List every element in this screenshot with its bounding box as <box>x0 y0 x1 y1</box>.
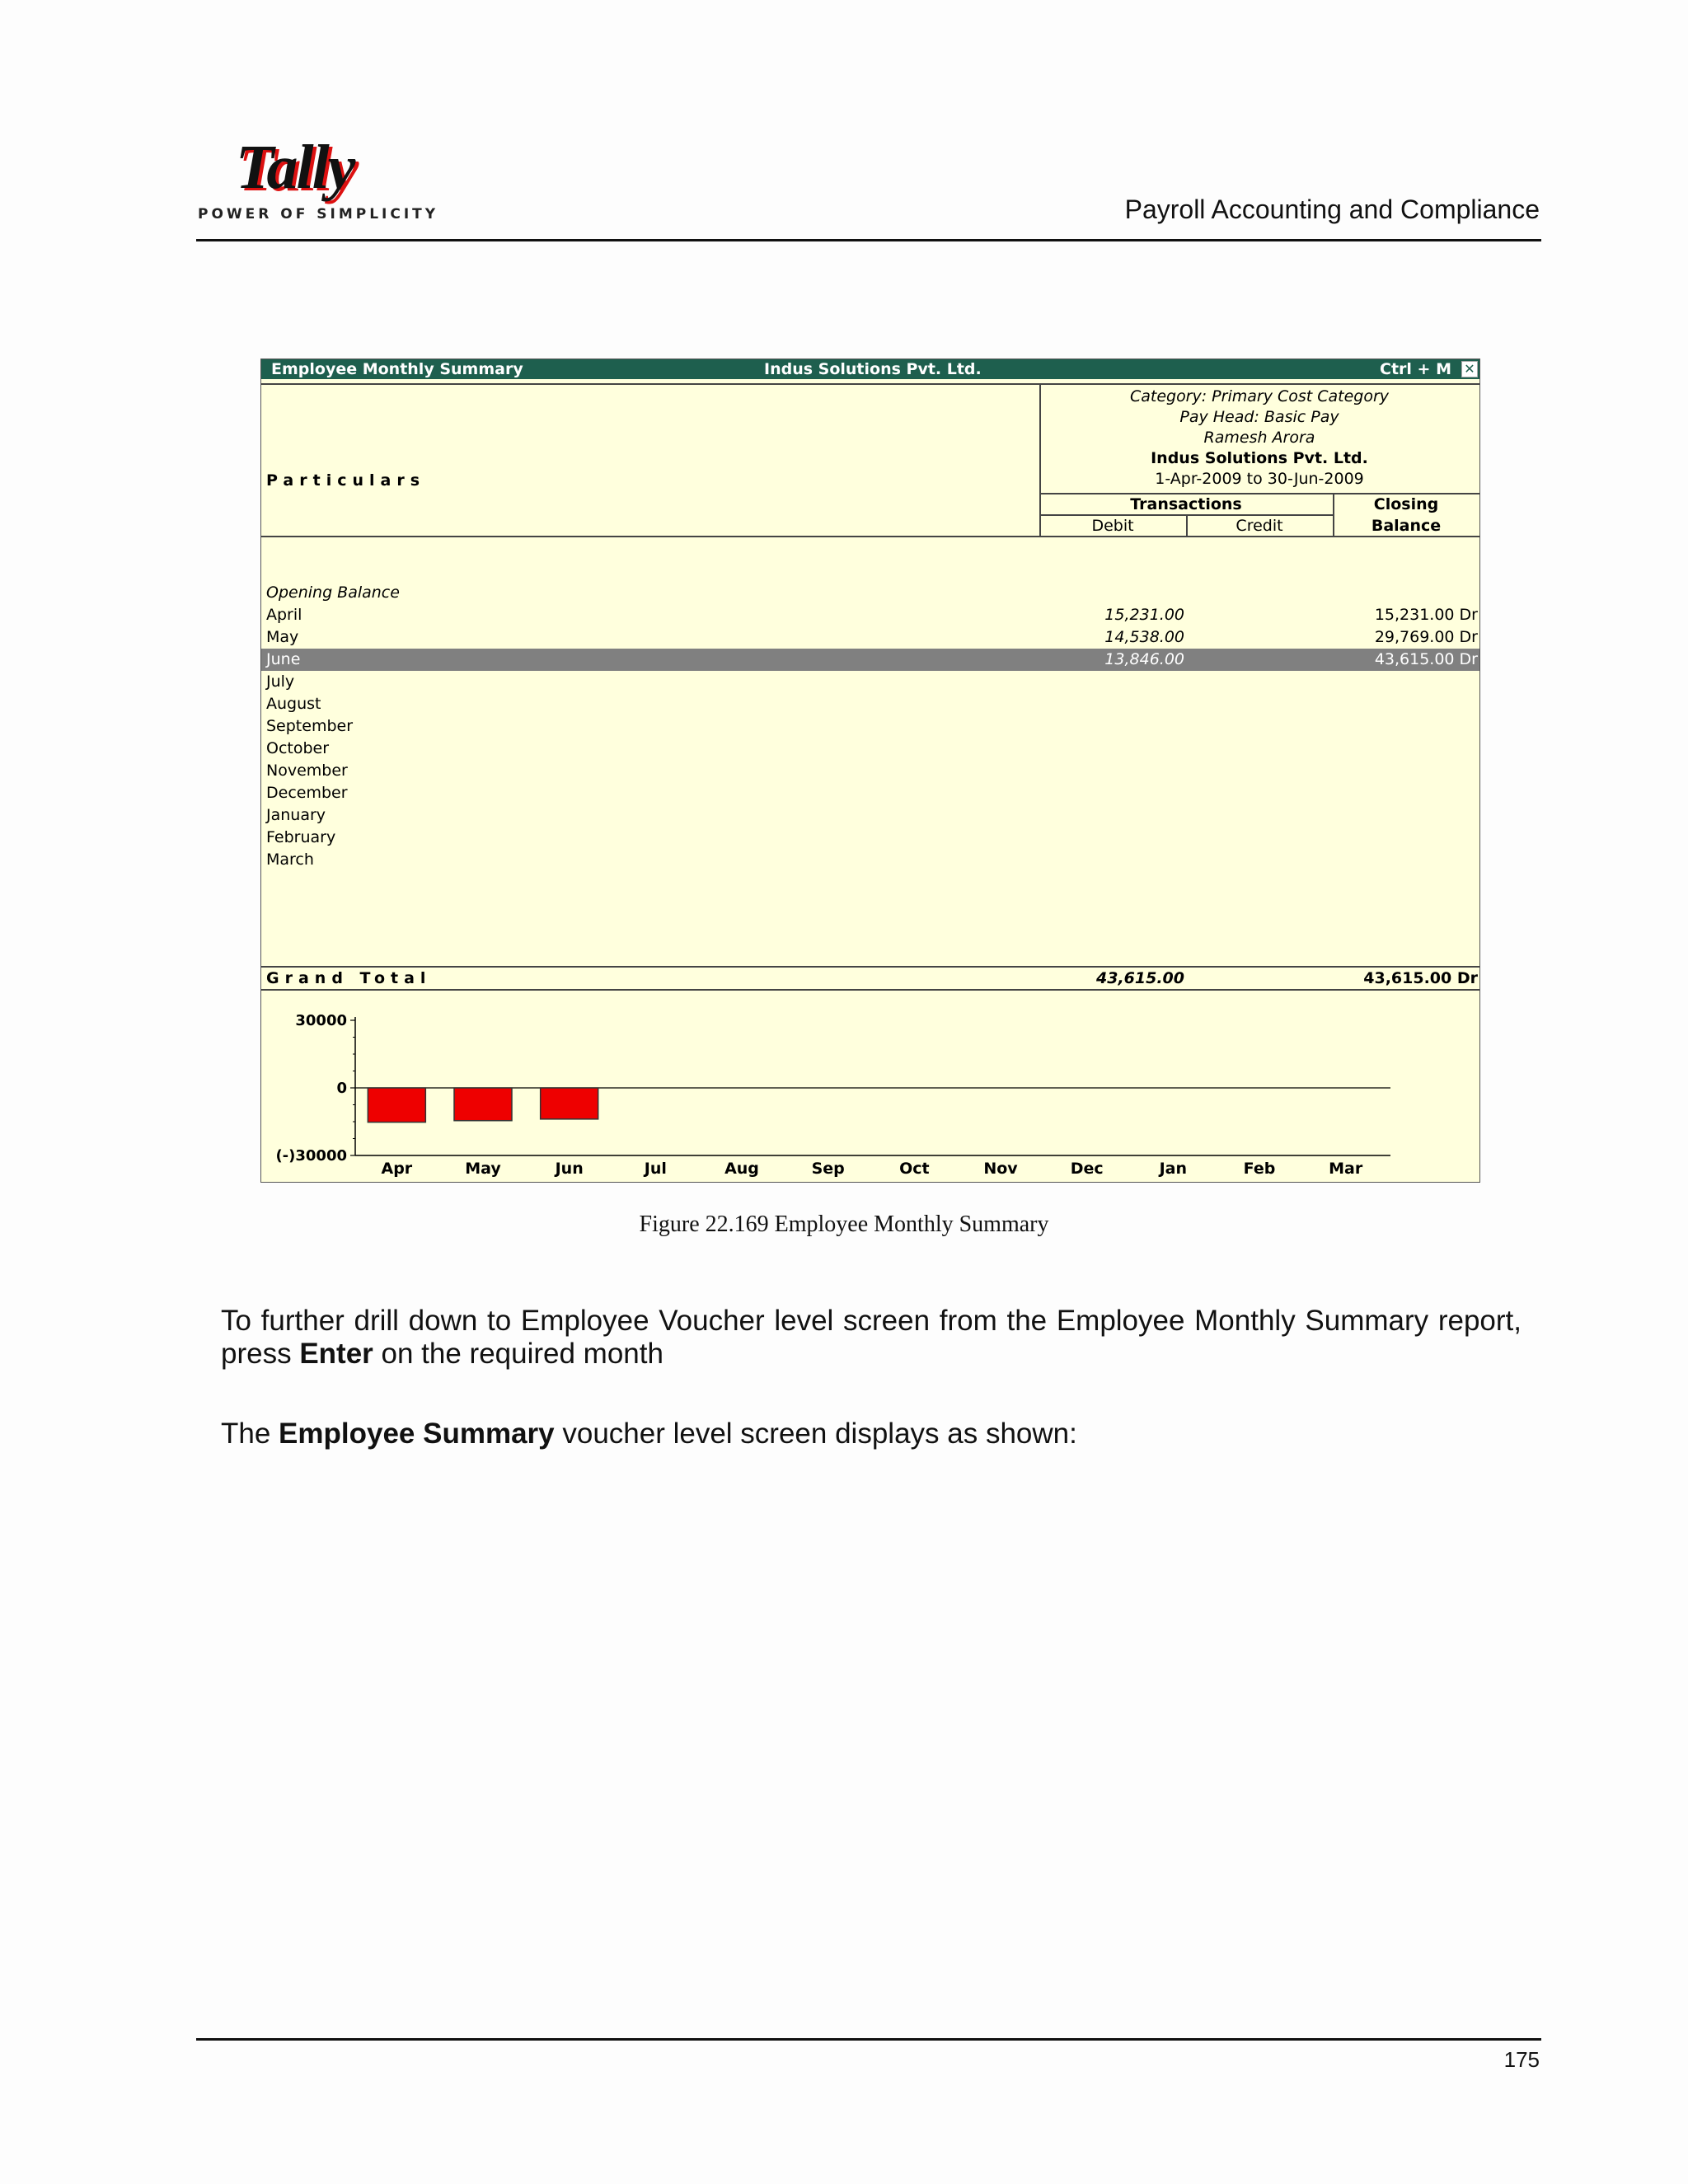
header-top-line <box>261 383 1479 385</box>
row-name: July <box>266 673 295 691</box>
row-balance: 15,231.00 Dr <box>1374 606 1478 624</box>
x-tick-label: Nov <box>983 1160 1018 1178</box>
row-name: June <box>266 650 301 668</box>
para2-text-start: The <box>221 1418 279 1450</box>
employee-summary-text: Employee Summary <box>279 1418 555 1450</box>
x-tick-label: Aug <box>724 1160 759 1178</box>
enter-key-text: Enter <box>299 1338 373 1370</box>
row-balance: 43,615.00 Dr <box>1374 650 1478 668</box>
category-label: Category: Primary Cost Category <box>1129 387 1390 405</box>
figure-caption: Figure 22.169 Employee Monthly Summary <box>639 1212 1049 1237</box>
y-tick-label: (-)30000 <box>275 1147 347 1165</box>
tally-logo <box>196 130 439 225</box>
row-name: April <box>266 606 302 624</box>
x-tick-label: Mar <box>1329 1160 1363 1178</box>
y-tick-label: 30000 <box>295 1012 347 1029</box>
paragraph-summary <box>221 1418 1522 1451</box>
employee-name: Ramesh Arora <box>1203 429 1315 447</box>
x-tick-label: Dec <box>1070 1160 1104 1178</box>
x-tick-label: Sep <box>811 1160 845 1178</box>
bar <box>541 1088 598 1119</box>
row-balance: 29,769.00 Dr <box>1374 628 1478 646</box>
footer-rule <box>196 2038 1541 2041</box>
row-name: August <box>266 695 321 713</box>
table-row[interactable] <box>261 715 1479 738</box>
monthly-bar-chart <box>261 992 1479 1182</box>
period-label: 1-Apr-2009 to 30-Jun-2009 <box>1155 470 1364 488</box>
row-debit: 13,846.00 <box>1104 650 1184 668</box>
header-rule <box>196 239 1541 241</box>
table-row[interactable] <box>261 738 1479 760</box>
para1-text-start: To further drill down to Employee Voucher level screen from the Employee Monthly Summary report, press <box>221 1305 1522 1370</box>
table-row[interactable] <box>261 804 1479 827</box>
row-name: November <box>266 762 348 780</box>
table-row[interactable] <box>261 827 1479 849</box>
y-tick-label: 0 <box>336 1080 347 1097</box>
bar <box>454 1088 512 1121</box>
pay-head-label: Pay Head: Basic Pay <box>1179 408 1339 426</box>
x-tick-label: Oct <box>899 1160 930 1178</box>
grand-total-debit: 43,615.00 <box>1096 969 1184 987</box>
grand-total-label: Grand Total <box>266 969 432 987</box>
table-row[interactable] <box>261 626 1479 649</box>
report-titlebar <box>261 359 1479 379</box>
bar <box>368 1088 425 1122</box>
table-row[interactable] <box>261 782 1479 804</box>
row-debit: 14,538.00 <box>1104 628 1184 646</box>
x-tick-label: Apr <box>381 1160 413 1178</box>
row-name: October <box>266 739 330 757</box>
total-bottom-line <box>261 989 1479 991</box>
report-window <box>260 359 1480 1183</box>
table-row[interactable] <box>261 760 1479 782</box>
info-company: Indus Solutions Pvt. Ltd. <box>1151 449 1368 467</box>
row-name: January <box>266 806 326 824</box>
report-title: Employee Monthly Summary <box>271 360 523 378</box>
x-tick-label: May <box>465 1160 501 1178</box>
credit-header: Credit <box>1236 517 1283 535</box>
closing-header-line2: Balance <box>1371 517 1442 535</box>
logo-wordmark: Tally <box>236 133 354 202</box>
page-number: 175 <box>1503 2047 1540 2072</box>
x-tick-label: Jun <box>555 1160 584 1178</box>
row-name: December <box>266 784 348 802</box>
x-tick-label: Jan <box>1159 1160 1188 1178</box>
table-row-selected[interactable] <box>261 649 1479 671</box>
paragraph-drilldown <box>221 1305 1522 1371</box>
row-name: February <box>266 828 336 846</box>
transactions-header: Transactions <box>1130 495 1242 513</box>
para1-text-end: on the required month <box>373 1338 663 1370</box>
row-debit: 15,231.00 <box>1104 606 1184 624</box>
row-name: Opening Balance <box>266 583 400 602</box>
debit-header: Debit <box>1091 517 1134 535</box>
section-title: Payroll Accounting and Compliance <box>1124 194 1540 224</box>
x-tick-label: Feb <box>1243 1160 1276 1178</box>
row-name: May <box>266 628 299 646</box>
table-row[interactable] <box>261 849 1479 871</box>
para2-text-end: voucher level screen displays as shown: <box>554 1418 1077 1450</box>
row-name: March <box>266 851 314 869</box>
closing-header-line1: Closing <box>1373 495 1439 513</box>
particulars-header: Particulars <box>266 471 426 490</box>
close-icon[interactable]: ✕ <box>1461 361 1478 377</box>
company-name: Indus Solutions Pvt. Ltd. <box>764 360 982 378</box>
table-row[interactable] <box>261 604 1479 626</box>
table-row[interactable] <box>261 693 1479 715</box>
logo-tagline: POWER OF SIMPLICITY <box>198 206 439 223</box>
grand-total-balance: 43,615.00 Dr <box>1363 969 1478 987</box>
grand-total-row <box>261 967 1479 990</box>
table-row[interactable] <box>261 671 1479 693</box>
x-tick-label: Jul <box>644 1160 667 1178</box>
row-name: September <box>266 717 354 735</box>
table-row[interactable] <box>261 582 1479 604</box>
shortcut-label: Ctrl + M <box>1380 360 1451 378</box>
